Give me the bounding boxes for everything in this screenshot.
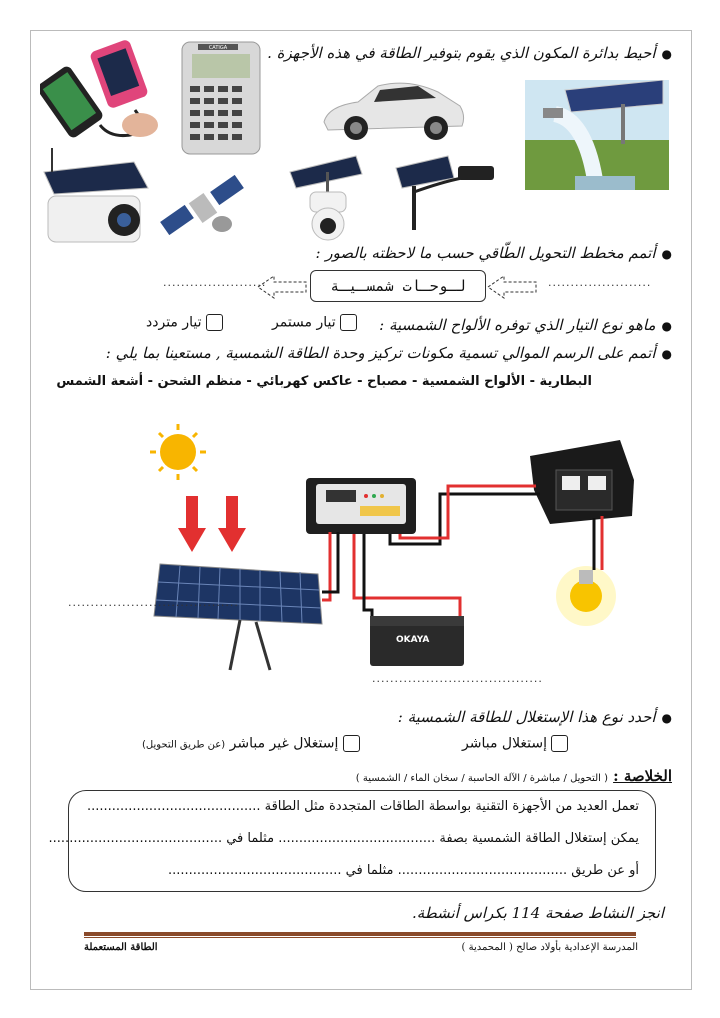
summary-line-3[interactable]: أو عن طريق ......................................... مثلما في .......................................... bbox=[167, 863, 639, 878]
direct-use-checkbox[interactable] bbox=[551, 735, 568, 752]
sun-rays-arrows bbox=[178, 496, 246, 552]
calculator-brand: CATIGA bbox=[208, 45, 228, 51]
solar-system-diagram bbox=[60, 420, 680, 690]
battery-brand: OKAYA bbox=[396, 635, 430, 645]
diagram-blank-panel[interactable]: ...................................... bbox=[68, 596, 239, 609]
components-list: البطارية - الألواح الشمسية - مصباح - عاكس كهربائي - منظم الشحن - أشعة الشمس bbox=[56, 374, 592, 389]
calculator-image bbox=[178, 40, 266, 158]
footer-topic: الطاقة المستعملة bbox=[84, 942, 158, 953]
option-direct-use[interactable] bbox=[462, 735, 568, 752]
question-2: ●أتمم مخطط التحويل الطّاقي حسب ما لاحظته بالصور : bbox=[315, 244, 672, 262]
summary-word-bank: ( التحويل / مباشرة / الآلة الحاسبة / سخان الماء / الشمسية ) bbox=[355, 773, 608, 784]
summary-box bbox=[48, 790, 656, 892]
arrow-left-icon bbox=[256, 274, 308, 300]
solar-dome-camera-image bbox=[286, 152, 366, 244]
question-5: ●أحدد نوع هذا الإستغلال للطاقة الشمسية : bbox=[397, 708, 672, 726]
summary-header bbox=[356, 766, 672, 785]
indirect-use-checkbox[interactable] bbox=[343, 735, 360, 752]
solar-panel-icon bbox=[154, 564, 322, 670]
q2-blank-right[interactable]: ....................... bbox=[548, 276, 652, 289]
direct-current-label: تيار مستمر bbox=[272, 314, 336, 331]
sun-icon bbox=[150, 424, 206, 480]
light-bulb-icon bbox=[556, 566, 616, 626]
activity-instruction: انجز النشاط صفحة 114 بكراس أنشطة. bbox=[412, 904, 664, 922]
direct-current-checkbox[interactable] bbox=[340, 314, 357, 331]
solar-water-pump-image bbox=[525, 80, 669, 190]
question-1: ●أحيط بدائرة المكون الذي يقوم بتوفير الطاقة في هذه الأجهزة . bbox=[267, 44, 672, 62]
option-direct-current[interactable] bbox=[272, 314, 357, 331]
charge-controller-icon bbox=[306, 478, 416, 534]
battery-icon bbox=[370, 616, 464, 666]
option-alternating-current[interactable] bbox=[146, 314, 223, 331]
q2-blank-left[interactable]: ....................... bbox=[163, 276, 267, 289]
indirect-use-label: إستغلال غير مباشر bbox=[229, 735, 339, 752]
summary-title: الخلاصة : bbox=[613, 767, 672, 785]
indirect-use-note: (عن طريق التحويل) bbox=[142, 739, 226, 751]
alternating-current-checkbox[interactable] bbox=[206, 314, 223, 331]
footer-school: المدرسة الإعدادية بأولاد صالح ( المحمدية ) bbox=[461, 942, 638, 953]
phone-charger-image bbox=[40, 40, 165, 140]
energy-box-solar-panels: لـوحـات شمسـيـة bbox=[310, 270, 486, 302]
option-indirect-use[interactable] bbox=[142, 735, 360, 752]
direct-use-label: إستغلال مباشر bbox=[462, 735, 548, 752]
summary-line-2[interactable]: يمكن إستغلال الطاقة الشمسية بصفة ...................................... مثلما في .......................................... bbox=[48, 831, 639, 846]
question-3: ●ماهو نوع التيار الذي توفره الألواح الشمسية : bbox=[379, 316, 672, 334]
footer-divider bbox=[84, 932, 636, 936]
diagram-blank-battery[interactable]: ...................................... bbox=[372, 672, 543, 685]
footer-divider-thin bbox=[84, 937, 636, 938]
car-image bbox=[318, 72, 468, 148]
question-4: ●أتمم على الرسم الموالي تسمية مكونات تركيز وحدة الطاقة الشمسية , مستعينا بما يلي : bbox=[105, 344, 672, 362]
solar-street-light-image bbox=[392, 152, 498, 232]
alternating-current-label: تيار متردد bbox=[146, 314, 202, 331]
solar-camera-image bbox=[38, 148, 150, 250]
arrow-left-icon-2 bbox=[486, 274, 538, 300]
summary-line-1[interactable]: تعمل العديد من الأجهزة التقنية بواسطة الطاقات المتجددة مثل الطاقة .......................................... bbox=[86, 799, 639, 814]
inverter-icon bbox=[530, 440, 634, 524]
satellite-image bbox=[160, 172, 246, 242]
